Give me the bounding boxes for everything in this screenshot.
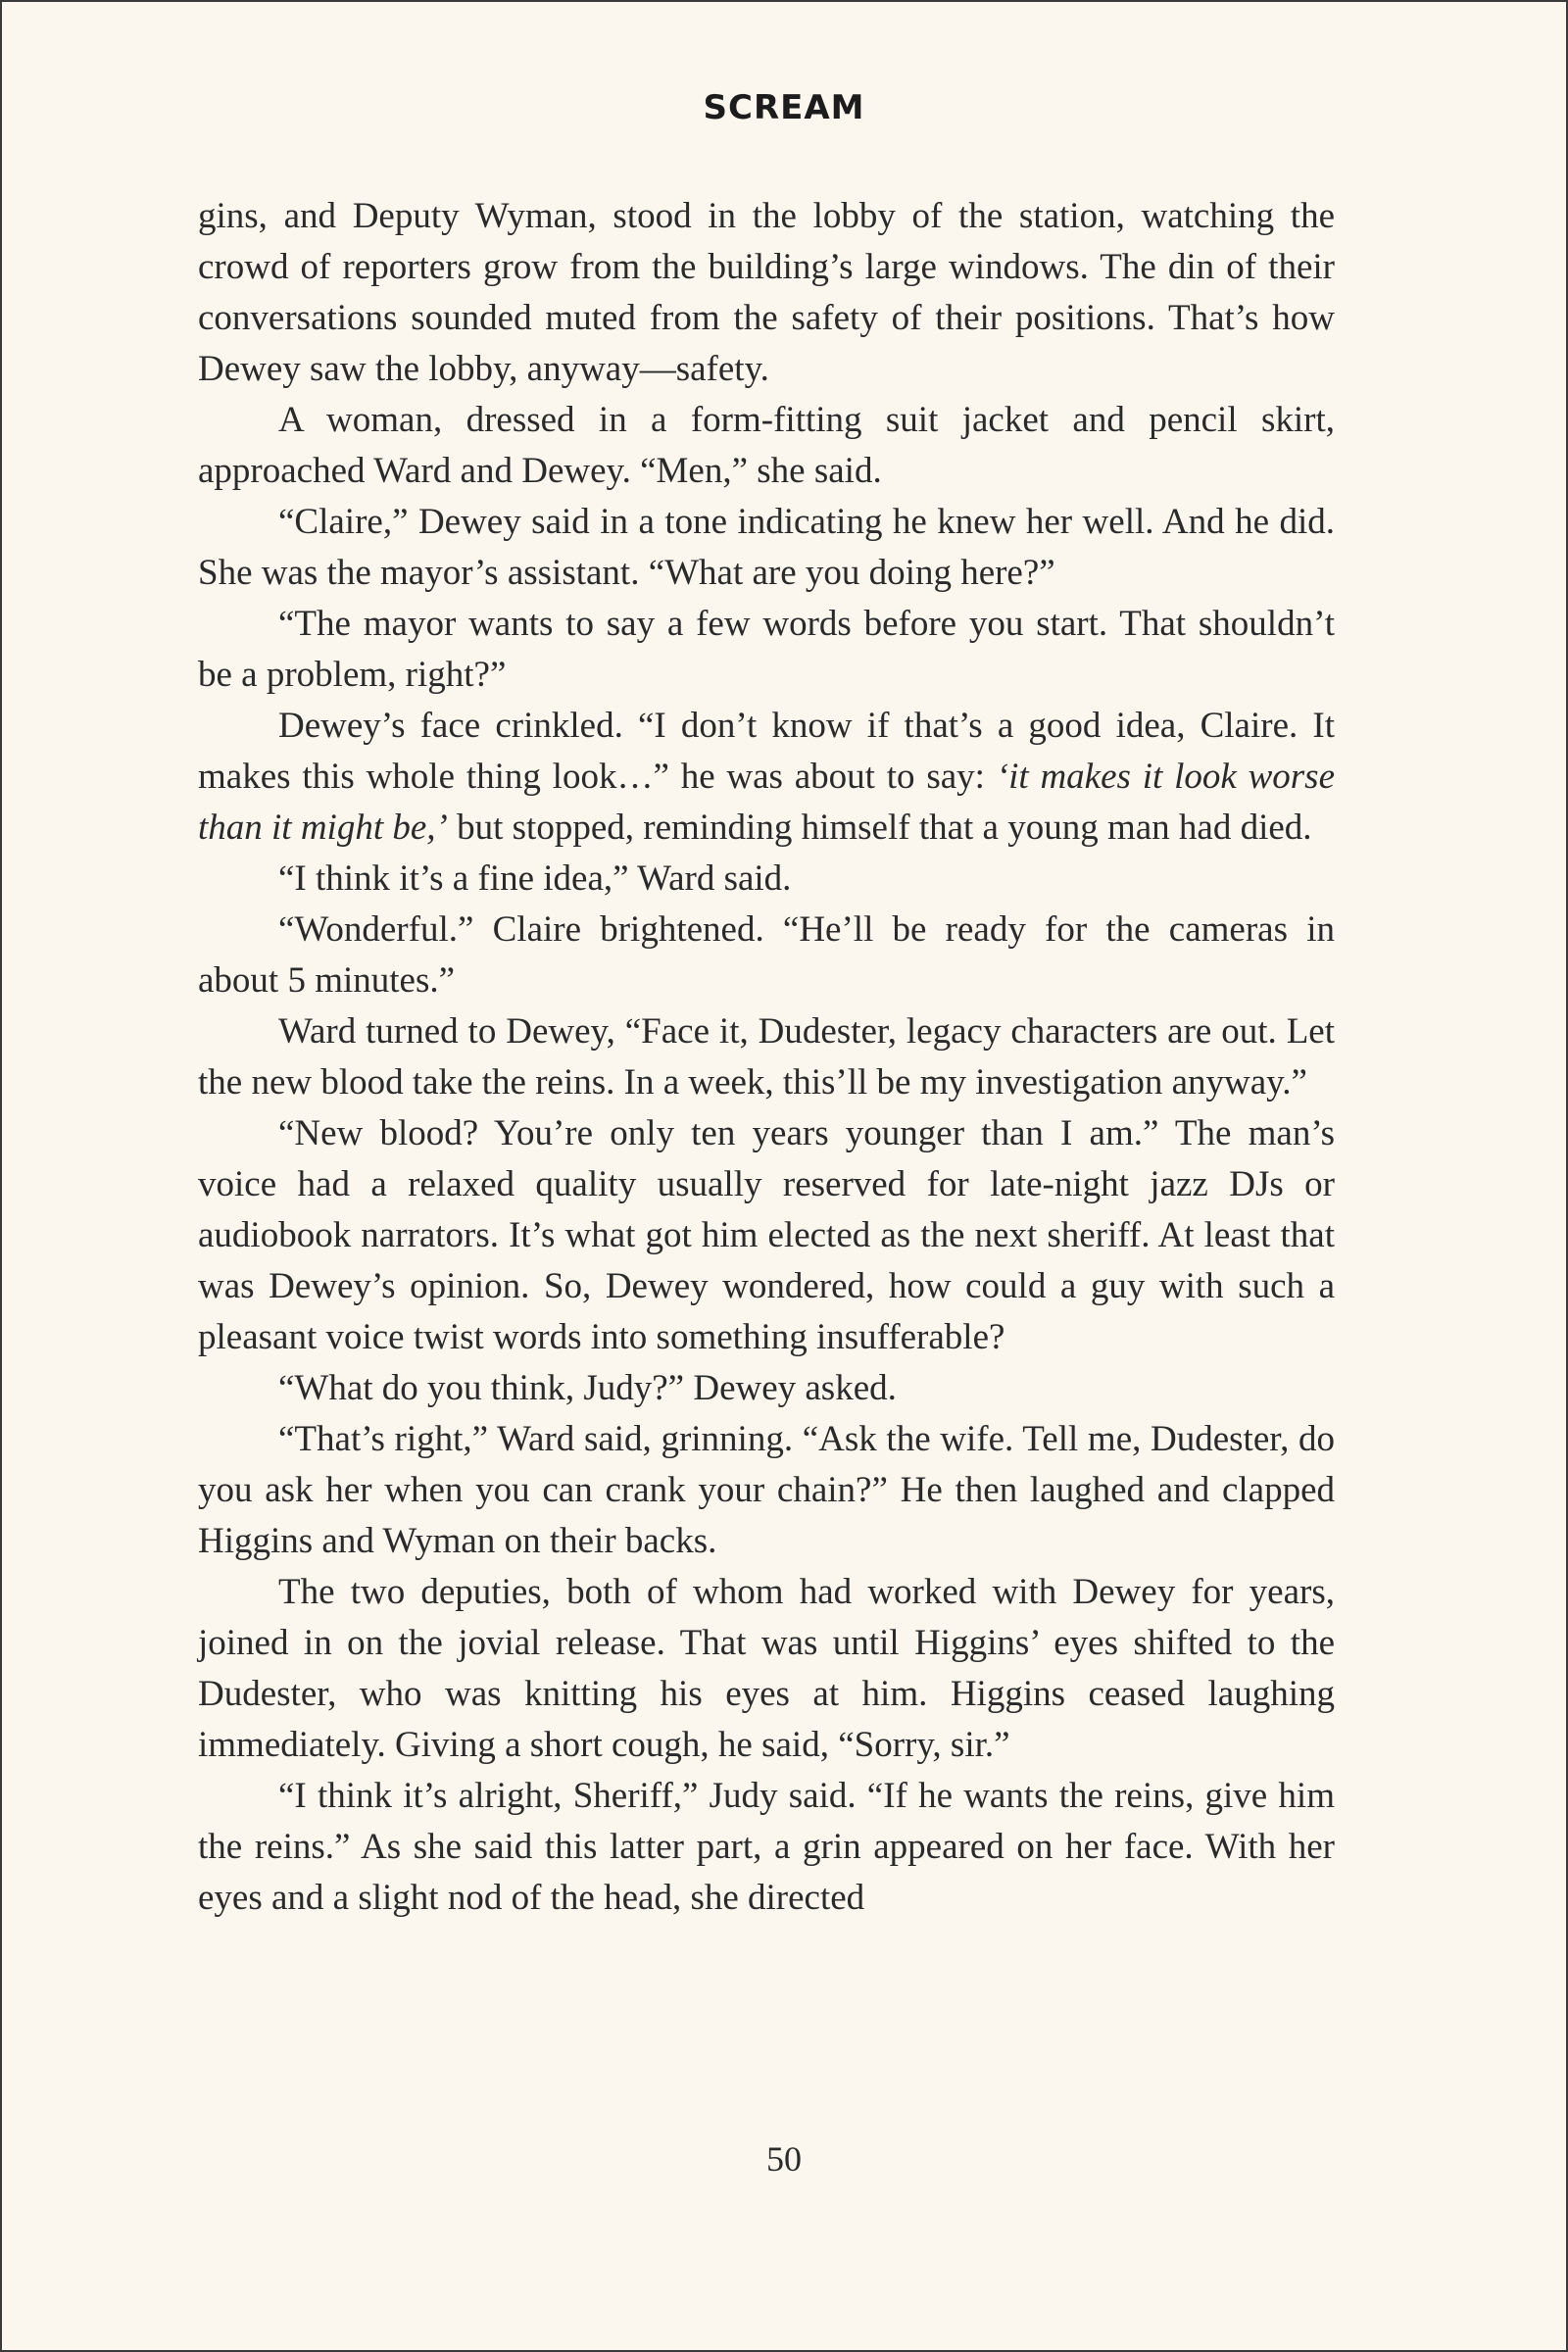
paragraph <box>198 701 1335 854</box>
paragraph: A woman, dressed in a form-fitting suit jacket and pencil skirt, approached Ward and Dewey. “Men,” she said. <box>198 400 1335 491</box>
paragraph: The two deputies, both of whom had worked with Dewey for years, joined in on the jovial release. That was until Higgins’ eyes shifted to the Dudester, who was knitting his eyes at him. Higgins ceased laughing immediately. Giving a short cough, he said, “Sorry, sir.” <box>198 1572 1335 1765</box>
paragraph: “What do you think, Judy?” Dewey asked. <box>278 1368 897 1408</box>
paragraph: “The mayor wants to say a few words before you start. That shouldn’t be a problem, right?” <box>198 604 1335 695</box>
paragraph-text: but stopped, reminding himself that a young man had died. <box>447 808 1312 848</box>
paragraph-text: Dewey’s face crinkled. “I don’t know if that’s a good idea, Claire. It makes this whole thing look…” he was about to say: <box>198 706 1335 797</box>
paragraph: “Claire,” Dewey said in a tone indicating he knew her well. And he did. She was the mayor’s assistant. “What are you doing here?” <box>198 502 1335 593</box>
italic-thought: ‘it makes it look worse than it might be,’ <box>198 757 1335 848</box>
paragraph: “That’s right,” Ward said, grinning. “Ask the wife. Tell me, Dudester, do you ask her when you can crank your chain?” He then laughed and clapped Higgins and Wyman on their backs. <box>198 1419 1335 1561</box>
body-text <box>198 191 1335 1924</box>
paragraph: “New blood? You’re only ten years younger than I am.” The man’s voice had a relaxed quality usually reserved for late-night jazz DJs or audiobook narrators. It’s what got him elected as the next sheriff. At least that was Dewey’s opinion. So, Dewey wondered, how could a guy with such a pleasant voice twist words into something insufferable? <box>198 1113 1335 1357</box>
paragraph: Ward turned to Dewey, “Face it, Dudester, legacy characters are out. Let the new blood take the reins. In a week, this’ll be my investigation anyway.” <box>198 1011 1335 1102</box>
paragraph: “I think it’s alright, Sheriff,” Judy said. “If he wants the reins, give him the reins.” As she said this latter part, a grin appeared on her face. With her eyes and a slight nod of the head, she directed <box>198 1776 1335 1918</box>
page-number: 50 <box>766 2139 802 2179</box>
paragraph: “Wonderful.” Claire brightened. “He’ll be ready for the cameras in about 5 minutes.” <box>198 909 1335 1001</box>
paragraph: gins, and Deputy Wyman, stood in the lobby of the station, watching the crowd of reporters grow from the building’s large windows. The din of their conversations sounded muted from the safety of their positions. That’s how Dewey saw the lobby, anyway—safety. <box>198 196 1335 389</box>
paragraph: “I think it’s a fine idea,” Ward said. <box>278 858 792 899</box>
running-header: SCREAM <box>703 88 865 127</box>
